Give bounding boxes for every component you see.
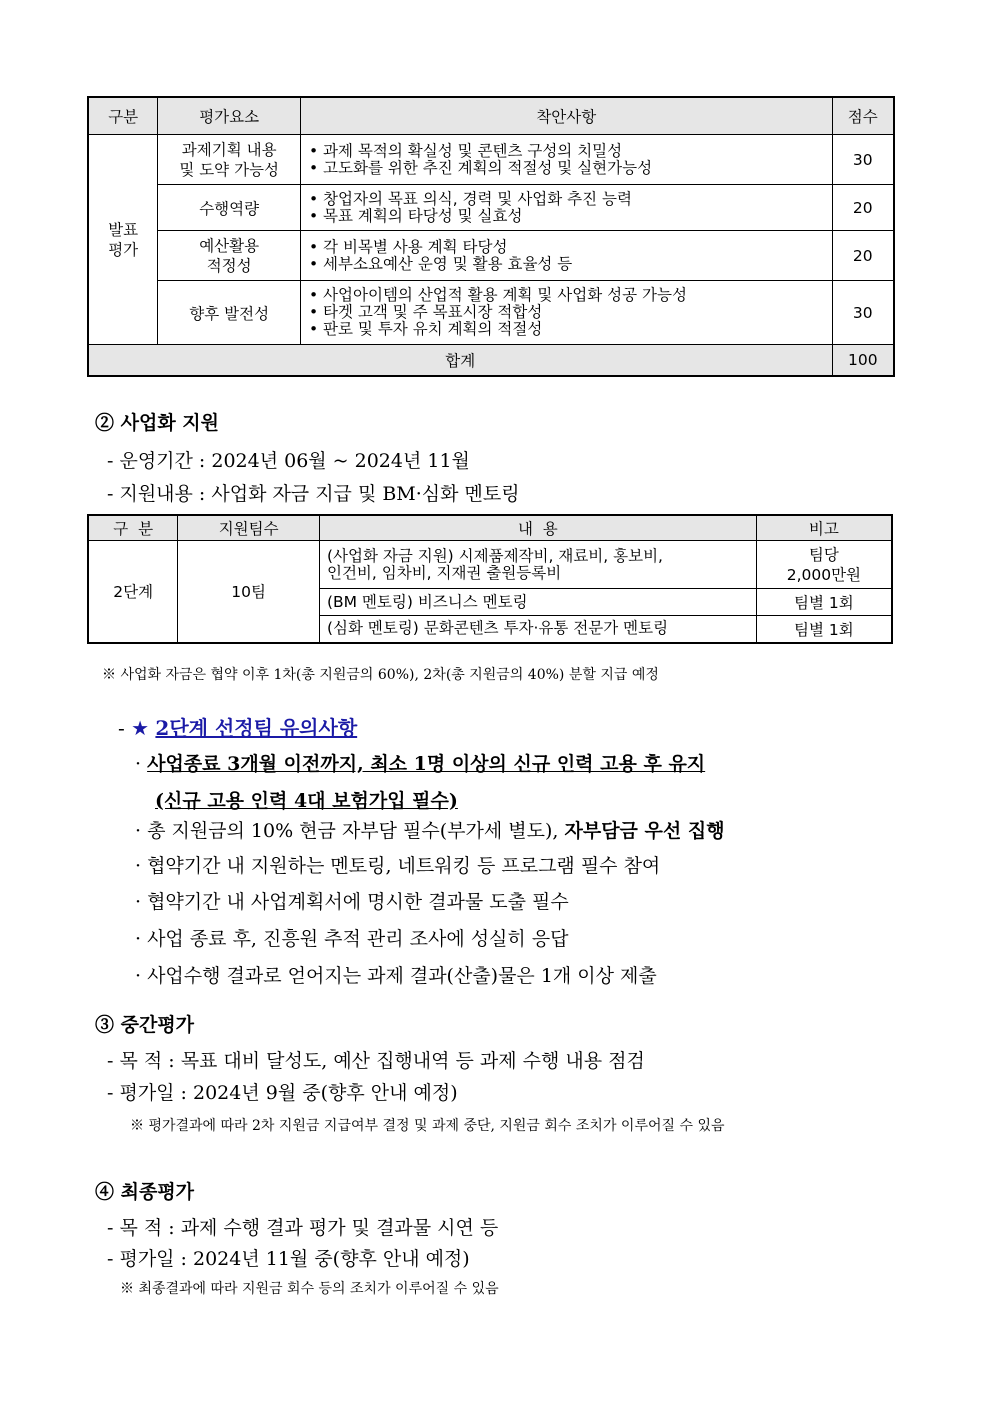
score-cell: 30 xyxy=(832,281,894,345)
header-element: 평가요소 xyxy=(158,97,301,135)
header-category: 구분 xyxy=(88,97,158,135)
point-text: • 사업아이템의 산업적 활용 계획 및 사업화 성공 가능성 xyxy=(308,286,687,304)
caution-item-3: · 협약기간 내 지원하는 멘토링, 네트워킹 등 프로그램 필수 참여 xyxy=(135,855,661,877)
cautions-heading xyxy=(118,712,357,741)
total-label: 합계 xyxy=(88,345,832,377)
support-table xyxy=(87,514,893,644)
point-text: • 과제 목적의 확실성 및 콘텐츠 구성의 치밀성 xyxy=(308,141,623,160)
table-header-row xyxy=(88,97,894,135)
header-content: 내 용 xyxy=(319,515,756,541)
caution-item-4: · 협약기간 내 사업계획서에 명시한 결과물 도출 필수 xyxy=(135,891,569,913)
element-cell: 과제기획 내용 및 도약 가능성 xyxy=(158,135,301,185)
caution-text-bold: 자부담금 우선 집행 xyxy=(564,820,725,842)
caution-text: · 총 지원금의 10% 현금 자부담 필수(부가세 별도), xyxy=(135,820,565,842)
section-3-title: ③ 중간평가 xyxy=(95,1014,195,1036)
point-text: • 판로 및 투자 유치 계획의 적절성 xyxy=(308,320,543,338)
caution-item-5: · 사업 종료 후, 진흥원 추적 관리 조사에 성실히 응답 xyxy=(135,928,569,950)
points-cell xyxy=(300,185,832,231)
bullet: · xyxy=(135,753,142,775)
points-cell xyxy=(300,135,832,185)
header-score: 점수 xyxy=(832,97,894,135)
element-cell: 향후 발전성 xyxy=(158,281,301,345)
points-cell xyxy=(300,231,832,281)
point-text: • 창업자의 목표 의식, 경력 및 사업화 추진 능력 xyxy=(308,189,632,208)
content-cell: (BM 멘토링) 비즈니스 멘토링 xyxy=(319,589,756,616)
section-4-note: ※ 최종결과에 따라 지원금 회수 등의 조치가 이루어질 수 있음 xyxy=(120,1281,499,1297)
payment-note: ※ 사업화 자금은 협약 이후 1차(총 지원금의 60%), 2차(총 지원금의 40%) 분할 지급 예정 xyxy=(102,667,659,683)
content-cell: (심화 멘토링) 문화콘텐츠 투자·유통 전문가 멘토링 xyxy=(319,616,756,643)
table-row xyxy=(88,135,894,185)
points-cell xyxy=(300,281,832,345)
cautions-title: 2단계 선정팀 유의사항 xyxy=(155,716,358,740)
element-cell: 예산활용 적정성 xyxy=(158,231,301,281)
section-2-title: ② 사업화 지원 xyxy=(95,412,219,434)
dash: - xyxy=(118,716,125,740)
section-4-purpose: - 목 적 : 과제 수행 결과 평가 및 결과물 시연 등 xyxy=(107,1217,499,1239)
caution-item-2 xyxy=(135,816,725,843)
table-row xyxy=(88,185,894,231)
note-cell: 팀당 2,000만원 xyxy=(756,541,892,589)
section-3-note: ※ 평가결과에 따라 2차 지원금 지급여부 결정 및 과제 중단, 지원금 회수 조치가 이루어질 수 있음 xyxy=(130,1118,725,1134)
point-text: • 타겟 고객 및 주 목표시장 적합성 xyxy=(308,303,543,321)
section-2-period: - 운영기간 : 2024년 06월 ~ 2024년 11월 xyxy=(107,450,470,472)
score-cell: 30 xyxy=(832,135,894,185)
section-2-content: - 지원내용 : 사업화 자금 지급 및 BM·심화 멘토링 xyxy=(107,483,520,505)
category-cell: 발표 평가 xyxy=(88,135,158,345)
table-row xyxy=(88,541,892,589)
table-row xyxy=(88,281,894,345)
point-text: • 고도화를 위한 추진 계획의 적절성 및 실현가능성 xyxy=(308,158,653,177)
teams-cell: 10팀 xyxy=(178,541,320,643)
point-text: • 세부소요예산 운영 및 활용 효율성 등 xyxy=(308,254,573,273)
header-division: 구 분 xyxy=(88,515,178,541)
caution-item-6: · 사업수행 결과로 얻어지는 과제 결과(산출)물은 1개 이상 제출 xyxy=(135,965,657,987)
caution-text: 사업종료 3개월 이전까지, 최소 1명 이상의 신규 인력 고용 후 유지 xyxy=(147,753,706,775)
header-note: 비고 xyxy=(756,515,892,541)
section-4-title: ④ 최종평가 xyxy=(95,1181,195,1203)
section-3-date: - 평가일 : 2024년 9월 중(향후 안내 예정) xyxy=(107,1082,458,1104)
total-row xyxy=(88,345,894,377)
note-cell: 팀별 1회 xyxy=(756,616,892,643)
point-text: • 목표 계획의 타당성 및 실효성 xyxy=(308,206,523,225)
note-cell: 팀별 1회 xyxy=(756,589,892,616)
star-icon: ★ xyxy=(131,716,150,740)
header-teams: 지원팀수 xyxy=(178,515,320,541)
point-text: • 각 비목별 사용 계획 타당성 xyxy=(308,237,508,256)
table-header-row xyxy=(88,515,892,541)
stage-cell: 2단계 xyxy=(88,541,178,643)
caution-item-1-sub: (신규 고용 인력 4대 보험가입 필수) xyxy=(155,790,458,812)
total-score: 100 xyxy=(832,345,894,377)
section-4-date: - 평가일 : 2024년 11월 중(향후 안내 예정) xyxy=(107,1248,470,1270)
caution-item-1 xyxy=(135,749,705,776)
score-cell: 20 xyxy=(832,185,894,231)
section-3-purpose: - 목 적 : 목표 대비 달성도, 예산 집행내역 등 과제 수행 내용 점검 xyxy=(107,1050,645,1072)
element-cell: 수행역량 xyxy=(158,185,301,231)
score-cell: 20 xyxy=(832,231,894,281)
table-row xyxy=(88,231,894,281)
content-cell: (사업화 자금 지원) 시제품제작비, 재료비, 홍보비, 인건비, 임차비, 지재권 출원등록비 xyxy=(319,541,756,589)
header-points: 착안사항 xyxy=(300,97,832,135)
evaluation-table xyxy=(87,96,895,377)
